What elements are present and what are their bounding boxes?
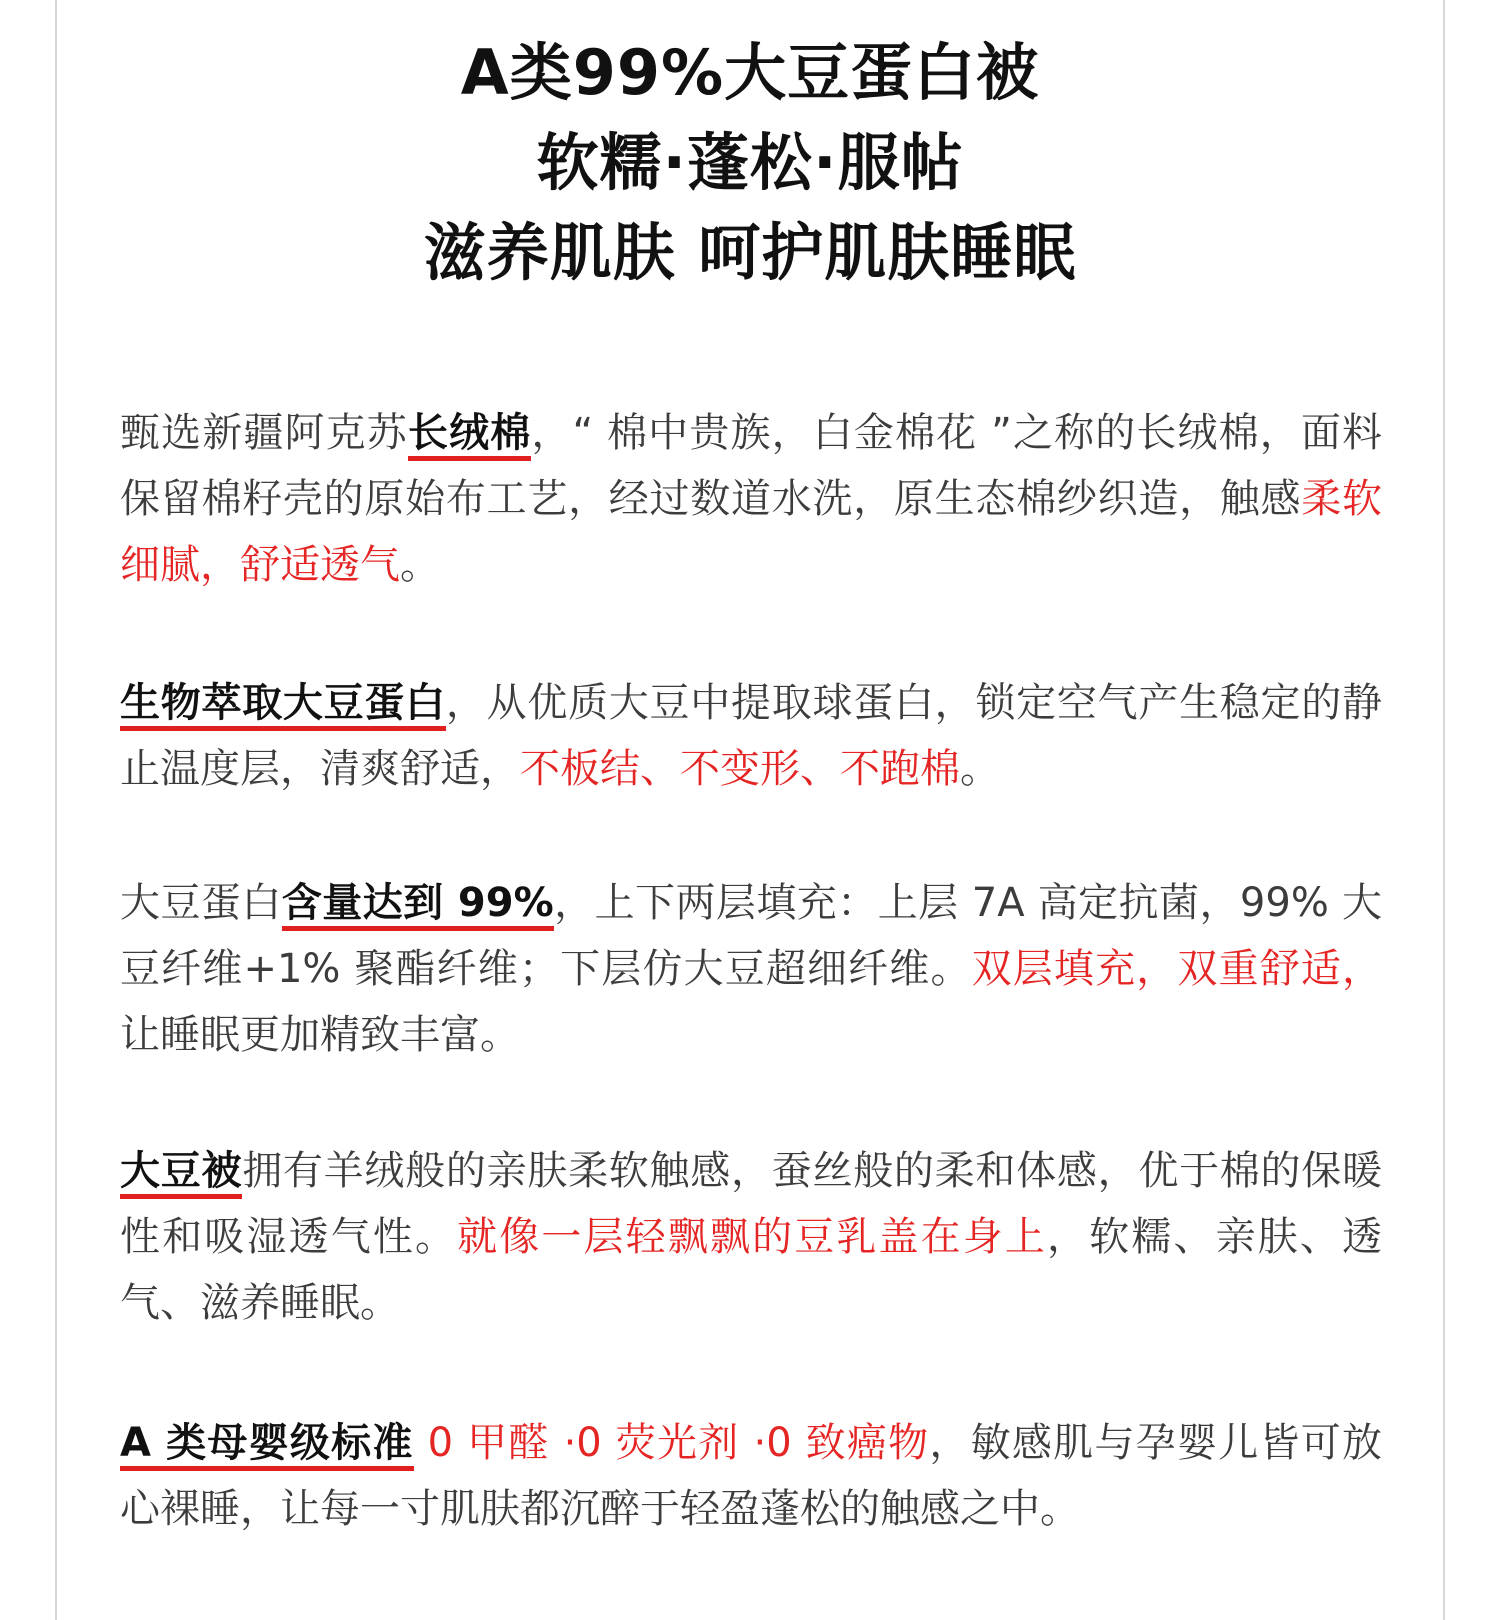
headline-line-3: 滋养肌肤 呵护肌肤睡眠 — [423, 216, 1077, 289]
red-emphasis: 柔软细腻，舒适透气 — [120, 476, 1382, 588]
text: 拥有羊绒般的亲肤柔软触感，蚕丝般的柔和体感，优于棉的保暖性和吸湿透气性。 — [120, 1148, 1383, 1260]
highlight-keyword: A 类母婴级标准 — [120, 1420, 414, 1471]
headline-line-2: 软糯·蓬松·服帖 — [536, 126, 964, 199]
paragraph-safety-standard — [120, 1410, 1382, 1542]
text: 。 — [960, 746, 1000, 792]
red-emphasis: 不板结、不变形、不跑棉 — [520, 746, 960, 792]
paragraph-protein-content — [120, 870, 1382, 1068]
text: 。 — [400, 542, 440, 588]
red-emphasis: 就像一层轻飘飘的豆乳盖在身上 — [457, 1214, 1048, 1260]
highlight-keyword: 含量达到 99% — [282, 880, 554, 931]
text: 大豆蛋白 — [120, 880, 282, 926]
text: ，从优质大豆中提取球蛋白，锁定空气产生稳定的静止温度层，清爽舒适， — [120, 680, 1383, 792]
paragraph-soy-protein-extract — [120, 670, 1382, 802]
text: 甄选新疆阿克苏 — [120, 410, 408, 456]
highlight-keyword: 长绒棉 — [408, 410, 531, 461]
text: ，软糯、亲肤、透气、滋养睡眠。 — [120, 1214, 1383, 1326]
red-emphasis: 0 甲醛 ·0 荧光剂 ·0 致癌物 — [413, 1420, 930, 1466]
headline-line-1: A类99%大豆蛋白被 — [460, 36, 1040, 109]
text: ，“ 棉中贵族，白金棉花 ”之称的长绒棉，面料保留棉籽壳的原始布工艺，经过数道水洗，原生态棉纱织造，触感 — [120, 410, 1383, 522]
text: ，敏感肌与孕婴儿皆可放心裸睡，让每一寸肌肤都沉醉于轻盈蓬松的触感之中。 — [120, 1420, 1382, 1532]
paragraph-soy-quilt — [120, 1138, 1382, 1336]
highlight-keyword: 生物萃取大豆蛋白 — [120, 680, 446, 731]
paragraph-long-staple-cotton — [120, 400, 1382, 598]
text: ，上下两层填充：上层 7A 高定抗菌，99% 大豆纤维+1% 聚酯纤维；下层仿大豆超细纤维。 — [120, 880, 1383, 992]
headline-block — [0, 28, 1500, 298]
highlight-keyword: 大豆被 — [120, 1148, 242, 1199]
red-emphasis: 双层填充，双重舒适， — [971, 946, 1383, 992]
text: 让睡眠更加精致丰富。 — [120, 1012, 520, 1058]
